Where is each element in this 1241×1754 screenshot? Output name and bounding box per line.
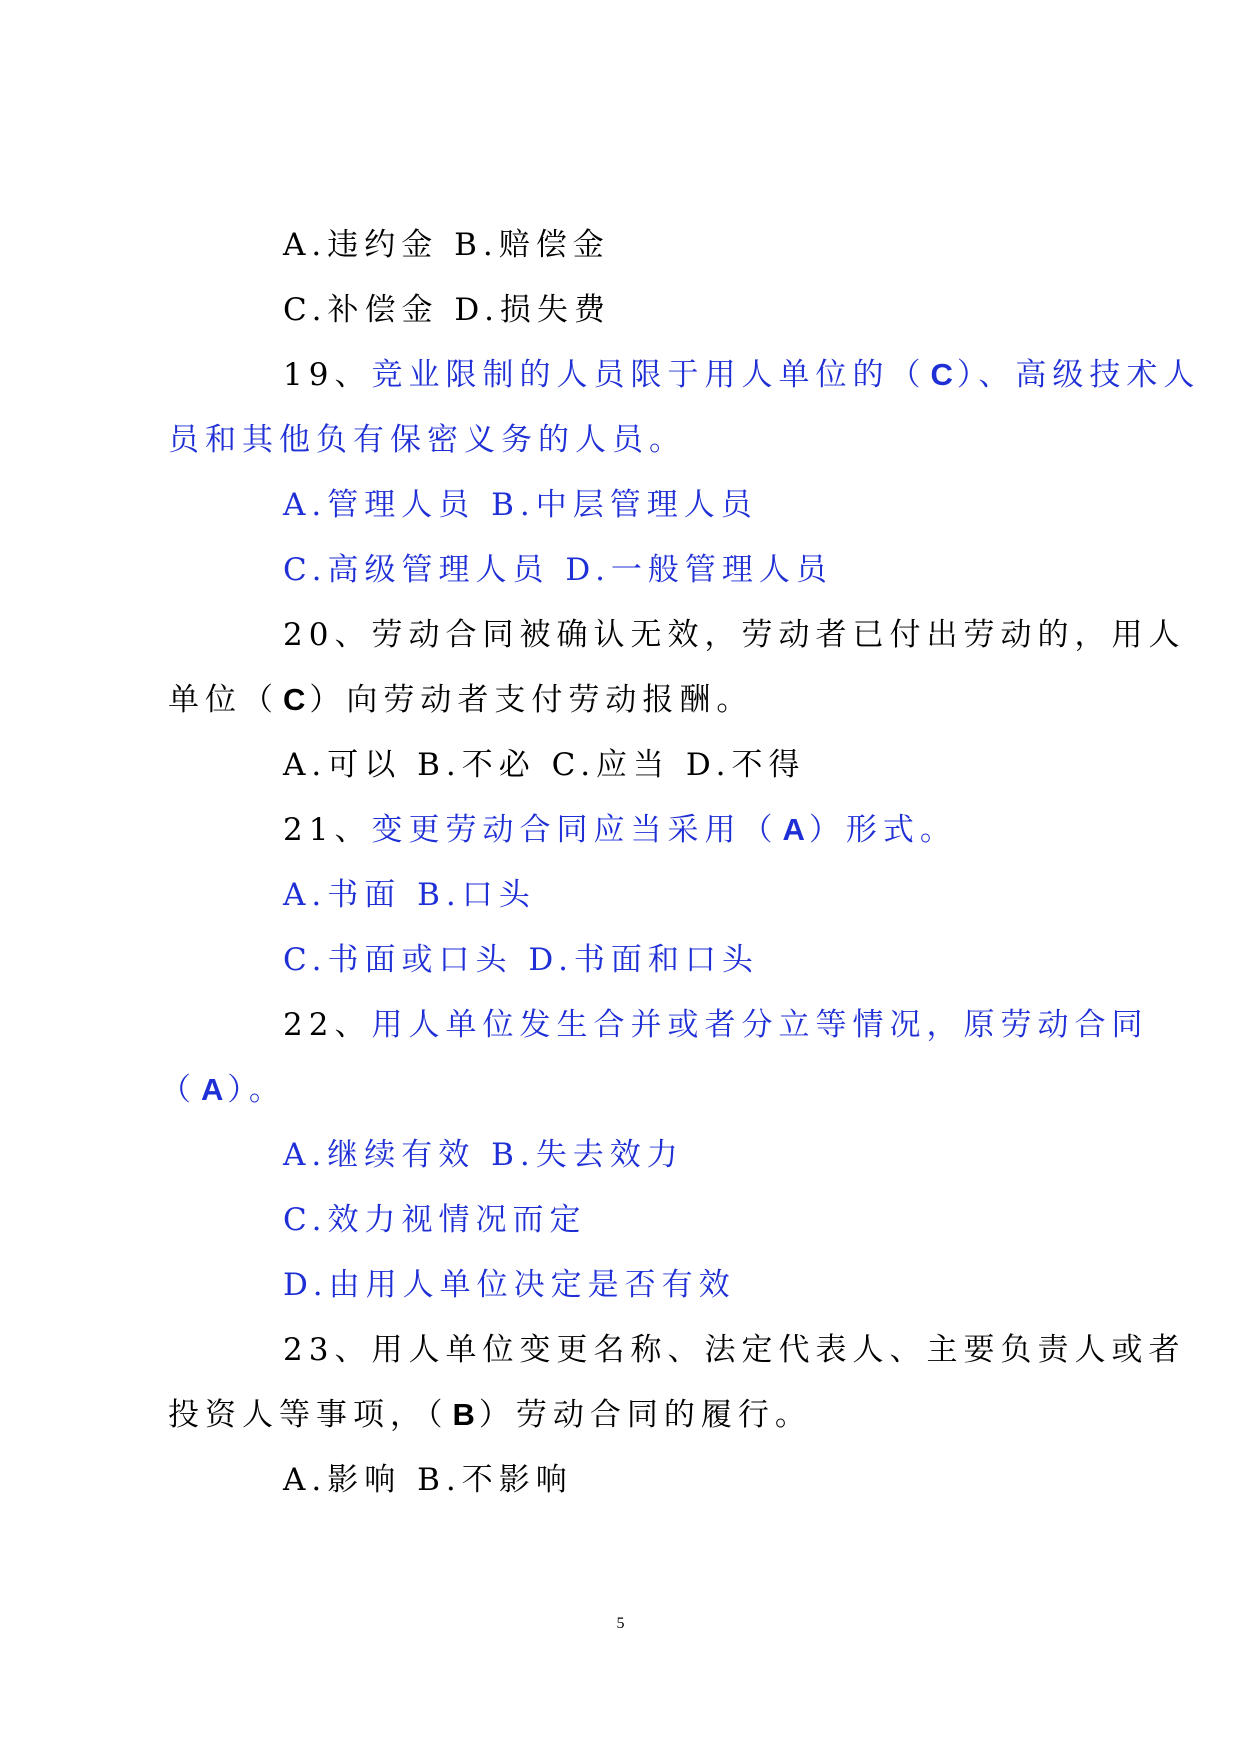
q22-options-ab: A.继续有效 B.失去效力	[283, 1137, 684, 1173]
q19-question-line2: 员和其他负有保密义务的人员。	[168, 422, 686, 458]
q19-number: 19、	[283, 357, 372, 393]
q19-answer: C	[930, 357, 953, 392]
q22-text-b: ）。	[227, 1072, 286, 1108]
q22-text: 用人单位发生合并或者分立等情况，原劳动合同	[371, 1007, 1149, 1043]
page-number: 5	[616, 1615, 625, 1632]
q22-number: 22、	[283, 1007, 372, 1043]
q18-options-ab: A.违约金 B.赔偿金	[283, 227, 610, 263]
q19-text-b: ）、高级技术人	[956, 357, 1201, 393]
q19-text-a: 竞业限制的人员限于用人单位的（	[371, 357, 927, 393]
q21-question	[283, 810, 957, 850]
q18-options-cd: C.补偿金 D.损失费	[283, 292, 611, 328]
q21-answer: A	[782, 812, 805, 847]
q20-question-line2	[168, 680, 753, 720]
q20-answer: C	[283, 682, 306, 717]
q21-text-a: 变更劳动合同应当采用（	[371, 812, 779, 848]
q22-question-line2	[160, 1070, 286, 1110]
q21-options-cd: C.书面或口头 D.书面和口头	[283, 942, 759, 978]
q21-options-ab: A.书面 B.口头	[283, 877, 536, 913]
q21-number: 21、	[283, 812, 372, 848]
q19-options-ab: A.管理人员 B.中层管理人员	[283, 487, 758, 523]
q21-text-b: ）形式。	[808, 812, 957, 848]
q22-answer: A	[201, 1072, 224, 1107]
q22-option-c: C.效力视情况而定	[283, 1202, 587, 1238]
q22-text-a: （	[160, 1072, 197, 1108]
q23-question-line2	[168, 1395, 812, 1435]
q23-options-ab: A.影响 B.不影响	[283, 1462, 573, 1498]
q20-question-line1: 20、劳动合同被确认无效，劳动者已付出劳动的，用人	[283, 617, 1186, 653]
q22-option-d: D.由用人单位决定是否有效	[283, 1267, 736, 1303]
q23-question-line1: 23、用人单位变更名称、法定代表人、主要负责人或者	[283, 1332, 1186, 1368]
q23-text-b: ）劳动合同的履行。	[478, 1397, 812, 1433]
q20-text-a: 单位（	[168, 682, 279, 718]
q23-answer: B	[452, 1397, 475, 1432]
q19-options-cd: C.高级管理人员 D.一般管理人员	[283, 552, 833, 588]
q22-question-line1	[283, 1005, 1148, 1045]
q19-question-line1	[283, 355, 1200, 395]
q20-text-b: ）向劳动者支付劳动报酬。	[309, 682, 754, 718]
q23-text-a: 投资人等事项，（	[168, 1397, 449, 1433]
q20-options: A.可以 B.不必 C.应当 D.不得	[283, 747, 806, 783]
